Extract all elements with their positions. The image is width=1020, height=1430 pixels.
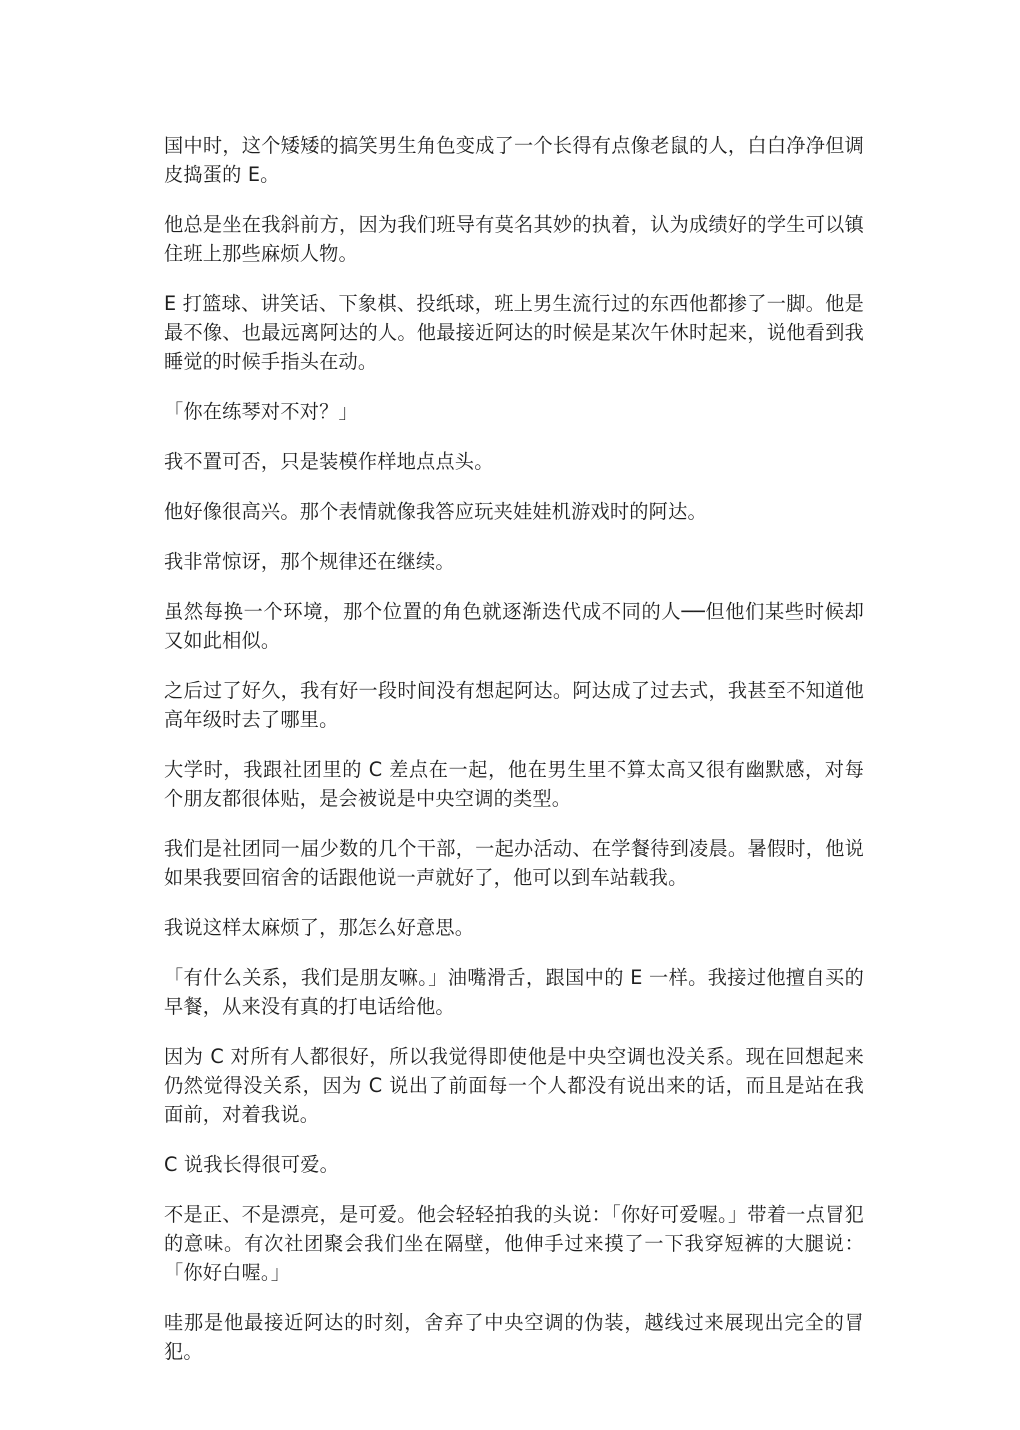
paragraph-5: 我不置可否，只是装模作样地点点头。 — [164, 450, 494, 473]
paragraph-15: C 说我长得很可爱。 — [164, 1153, 339, 1176]
paragraph-10: 大学时，我跟社团里的 C 差点在一起，他在男生里不算太高又很有幽默感，对每个朋友都很体贴，是会被说是中央空调的类型。 — [164, 758, 864, 810]
paragraph-11: 我们是社团同一届少数的几个干部，一起办活动、在学餐待到凌晨。暑假时，他说如果我要回宿舍的话跟他说一声就好了，他可以到车站载我。 — [164, 837, 864, 889]
paragraph-14: 因为 C 对所有人都很好，所以我觉得即使他是中央空调也没关系。现在回想起来仍然觉得没关系，因为 C 说出了前面每一个人都没有说出来的话，而且是站在我面前，对着我说。 — [164, 1045, 864, 1126]
paragraph-6: 他好像很高兴。那个表情就像我答应玩夹娃娃机游戏时的阿达。 — [164, 500, 707, 523]
paragraph-2: 他总是坐在我斜前方，因为我们班导有莫名其妙的执着，认为成绩好的学生可以镇住班上那些麻烦人物。 — [164, 213, 864, 265]
paragraph-1: 国中时，这个矮矮的搞笑男生角色变成了一个长得有点像老鼠的人，白白净净但调皮捣蛋的 E。 — [164, 134, 864, 186]
document-page — [164, 131, 864, 1387]
paragraph-17: 哇那是他最接近阿达的时刻，舍弃了中央空调的伪装，越线过来展现出完全的冒犯。 — [164, 1311, 864, 1363]
paragraph-16: 不是正、不是漂亮，是可爱。他会轻轻拍我的头说：「你好可爱喔。」带着一点冒犯的意味。有次社团聚会我们坐在隔壁，他伸手过来摸了一下我穿短裤的大腿说：「你好白喔。」 — [164, 1203, 864, 1284]
paragraph-3: E 打篮球、讲笑话、下象棋、投纸球，班上男生流行过的东西他都掺了一脚。他是最不像、也最远离阿达的人。他最接近阿达的时候是某次午休时起来，说他看到我睡觉的时候手指头在动。 — [164, 292, 864, 373]
paragraph-12: 我说这样太麻烦了，那怎么好意思。 — [164, 916, 475, 939]
paragraph-7: 我非常惊讶，那个规律还在继续。 — [164, 550, 455, 573]
paragraph-8: 虽然每换一个环境，那个位置的角色就逐渐迭代成不同的人──但他们某些时候却又如此相似。 — [164, 600, 864, 652]
paragraph-9: 之后过了好久，我有好一段时间没有想起阿达。阿达成了过去式，我甚至不知道他高年级时去了哪里。 — [164, 679, 864, 731]
paragraph-4: 「你在练琴对不对？」 — [164, 400, 358, 423]
paragraph-13: 「有什么关系，我们是朋友嘛。」油嘴滑舌，跟国中的 E 一样。我接过他擅自买的早餐，从来没有真的打电话给他。 — [164, 966, 864, 1018]
